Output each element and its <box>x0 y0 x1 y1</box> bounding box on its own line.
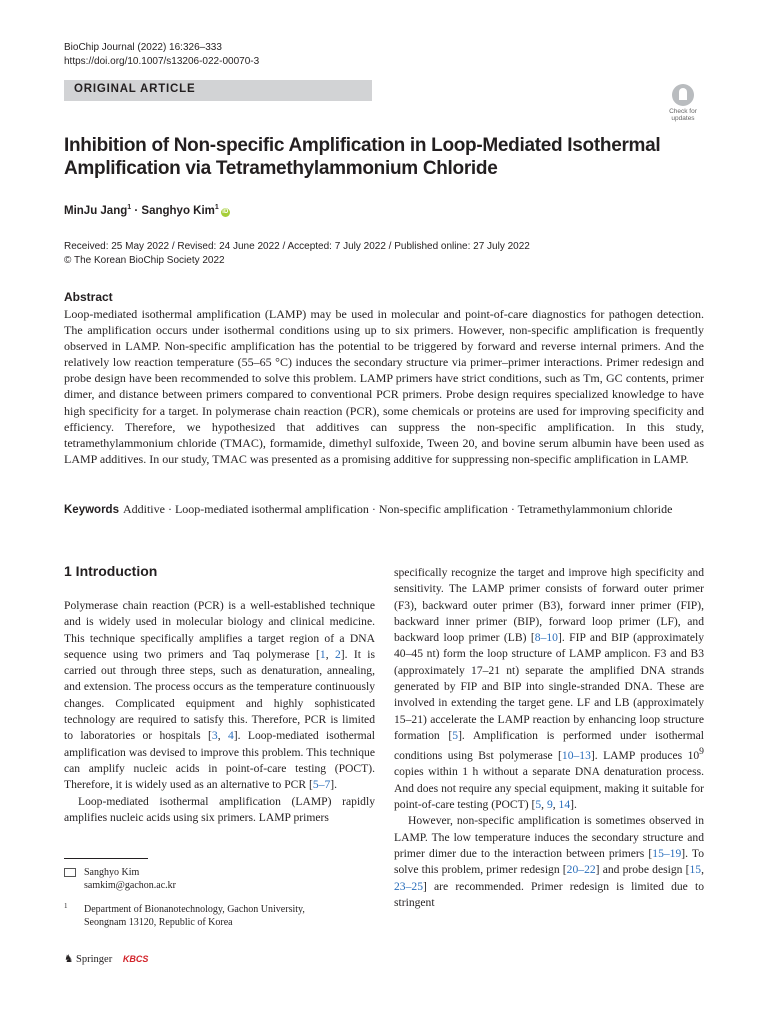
envelope-icon <box>64 868 76 877</box>
check-for-updates-badge[interactable] <box>664 84 702 124</box>
keywords-label: Keywords <box>64 504 119 516</box>
citation-link[interactable]: 23–25 <box>394 879 423 893</box>
affiliation-line: Seongnam 13120, Republic of Korea <box>84 917 233 928</box>
contact-name: Sanghyo Kim <box>84 867 140 878</box>
abstract-heading: Abstract <box>64 290 113 304</box>
keywords-text: Additive · Loop-mediated isothermal amplification · Non-specific amplification · Tetramethylammonium chloride <box>122 502 673 516</box>
author-name[interactable]: Sanghyo Kim <box>141 204 215 217</box>
article-type-banner <box>64 80 372 101</box>
body-column-left <box>64 598 375 826</box>
paper-title: Inhibition of Non-specific Amplification in Loop-Mediated Isothermal Amplification via Tetramethylammonium Chloride <box>64 135 661 179</box>
orcid-icon[interactable]: iD <box>222 208 229 215</box>
author-separator: · <box>131 204 142 217</box>
citation-link[interactable]: 9 <box>546 798 553 812</box>
author-name[interactable]: MinJu Jang <box>64 204 128 217</box>
section-heading-introduction: 1 Introduction <box>64 563 158 579</box>
citation-link[interactable]: 14 <box>558 798 571 812</box>
footnote-divider <box>64 858 148 859</box>
citation-link[interactable]: 15–19 <box>652 846 682 860</box>
citation-link[interactable]: 2 <box>334 647 341 661</box>
citation-link[interactable]: 5 <box>452 728 459 742</box>
citation-link[interactable]: 1 <box>319 647 326 661</box>
paragraph: Loop-mediated isothermal amplification (LAMP) rapidly amplifies nucleic acids using six primers. LAMP primers <box>64 794 375 824</box>
article-type-label: ORIGINAL ARTICLE <box>74 83 196 95</box>
page-footer <box>64 953 148 965</box>
check-updates-label: Check for updates <box>669 108 697 122</box>
keywords <box>64 501 704 518</box>
abstract-text: Loop-mediated isothermal amplification (LAMP) may be used in molecular and point-of-care diagnostics for pathogen detection. The amplification occurs under isothermal conditions using up to six primers. However, non-specific amplification is frequently observed in LAMP. Non-specific amplification has the potential to be triggered by forward and reverse internal primers. And the relatively low reaction temperature (55–65 °C) induces the secondary structure via primer–primer interactions. Primer redesign and probe design have been recommended to solve this problem. LAMP primers have strict conditions, such as Tm, GC contents, primer dimer, and distance between primers compared to conventional PCR primers. Probe design requires specialized knowledge to have high specificity for a target. In polymerase chain reaction (PCR), some chemicals or proteins are used for improving specificity and efficiency. Therefore, we hypothesized that additives can suppress the non-specific amplification. In this study, tetramethylammonium chloride (TMAC), formamide, dimethyl sulfoxide, Tween 20, and bovine serum albumin have been used as LAMP additives. In our study, TMAC was presented as a promising additive for suppressing non-specific amplification in LAMP. <box>64 307 704 466</box>
citation-link[interactable]: 3 <box>211 729 218 743</box>
affiliation-number: 1 <box>64 902 68 910</box>
bookmark-icon <box>672 84 694 106</box>
citation-link[interactable]: 15 <box>689 863 702 877</box>
author-list <box>64 204 230 217</box>
copyright-line: © The Korean BioChip Society 2022 <box>64 255 225 266</box>
society-logo: KBCS <box>122 954 149 964</box>
body-column-right <box>394 565 704 911</box>
publisher-name: Springer <box>76 954 113 965</box>
springer-horse-icon: ♞ <box>64 954 74 965</box>
doi-link[interactable]: https://doi.org/10.1007/s13206-022-00070-3 <box>64 56 260 67</box>
affiliation-marker: 1 <box>127 204 132 211</box>
contact-email[interactable]: samkim@gachon.ac.kr <box>84 880 176 891</box>
citation-link[interactable]: 8–10 <box>534 631 558 645</box>
publication-dates <box>64 240 530 268</box>
journal-citation: BioChip Journal (2022) 16:326–333 <box>64 42 222 53</box>
paragraph: However, non-specific amplification is sometimes observed in LAMP. The low temperature induces the secondary structure and primer dimer due to the interaction between primers [15–19]. To solve this problem, primer redesign [20–22] and probe design [15, 23–25] are recommended. Primer redesign is limited due to stringent <box>394 814 704 909</box>
citation-link[interactable]: 4 <box>227 729 234 743</box>
paragraph: specifically recognize the target and improve high specificity and sensitivity. The LAMP primer consists of forward outer primer (F3), backward outer primer (B3), forward inner primer (FIP), backward inner primer (BIP), forward loop primer (LF), and backward loop primer (LB) [8–10]. FIP and BIP (approximately 40–45 nt) form the loop structure of LAMP amplicon. F3 and B3 (approximately 17–21 nt) separate the amplified DNA strands generated by FIP and BIP into single-stranded DNA. These are involved in extending the target gene. LF and LB (approximately 15–21) accelerate the LAMP reaction by enhancing loop structure formation [5]. Amplification is performed under isothermal conditions using Bst polymerase [10–13]. LAMP produces $10^9$ copies within 1 h without a separate DNA denaturation process. And does not require any special equipment, making it suitable for point-of-care testing (POCT) [5, 9, 14]. <box>394 566 704 812</box>
affiliation-marker: 1 <box>214 204 219 211</box>
paragraph: Polymerase chain reaction (PCR) is a well-established technique and is widely used in molecular biology and clinical medicine. This technique specifically amplifies a target region of a DNA sequence using two primers and Taq polymerase [1, 2]. It is carried out through three steps, such as denaturation, annealing, and extension. The process occurs as the temperature continuously changes. Complicated equipment and highly sophisticated technology are required to satisfy this. Therefore, PCR is limited to laboratories or hospitals [3, 4]. Loop-mediated isothermal amplification was devised to improve this problem. This technique can amplify nucleic acids in point-of-care testing (POCT). Therefore, it is widely used as an alternative to PCR [5–7]. <box>64 599 376 792</box>
date-history: Received: 25 May 2022 / Revised: 24 June 2022 / Accepted: 7 July 2022 / Published online: 27 July 2022 <box>64 241 530 252</box>
citation-link[interactable]: 10–13 <box>561 749 591 763</box>
citation-link[interactable]: 20–22 <box>566 863 596 877</box>
citation-link[interactable]: 5–7 <box>312 778 331 792</box>
citation-link[interactable]: 5 <box>535 798 542 812</box>
affiliation-line: Department of Bionanotechnology, Gachon University, <box>84 904 305 915</box>
